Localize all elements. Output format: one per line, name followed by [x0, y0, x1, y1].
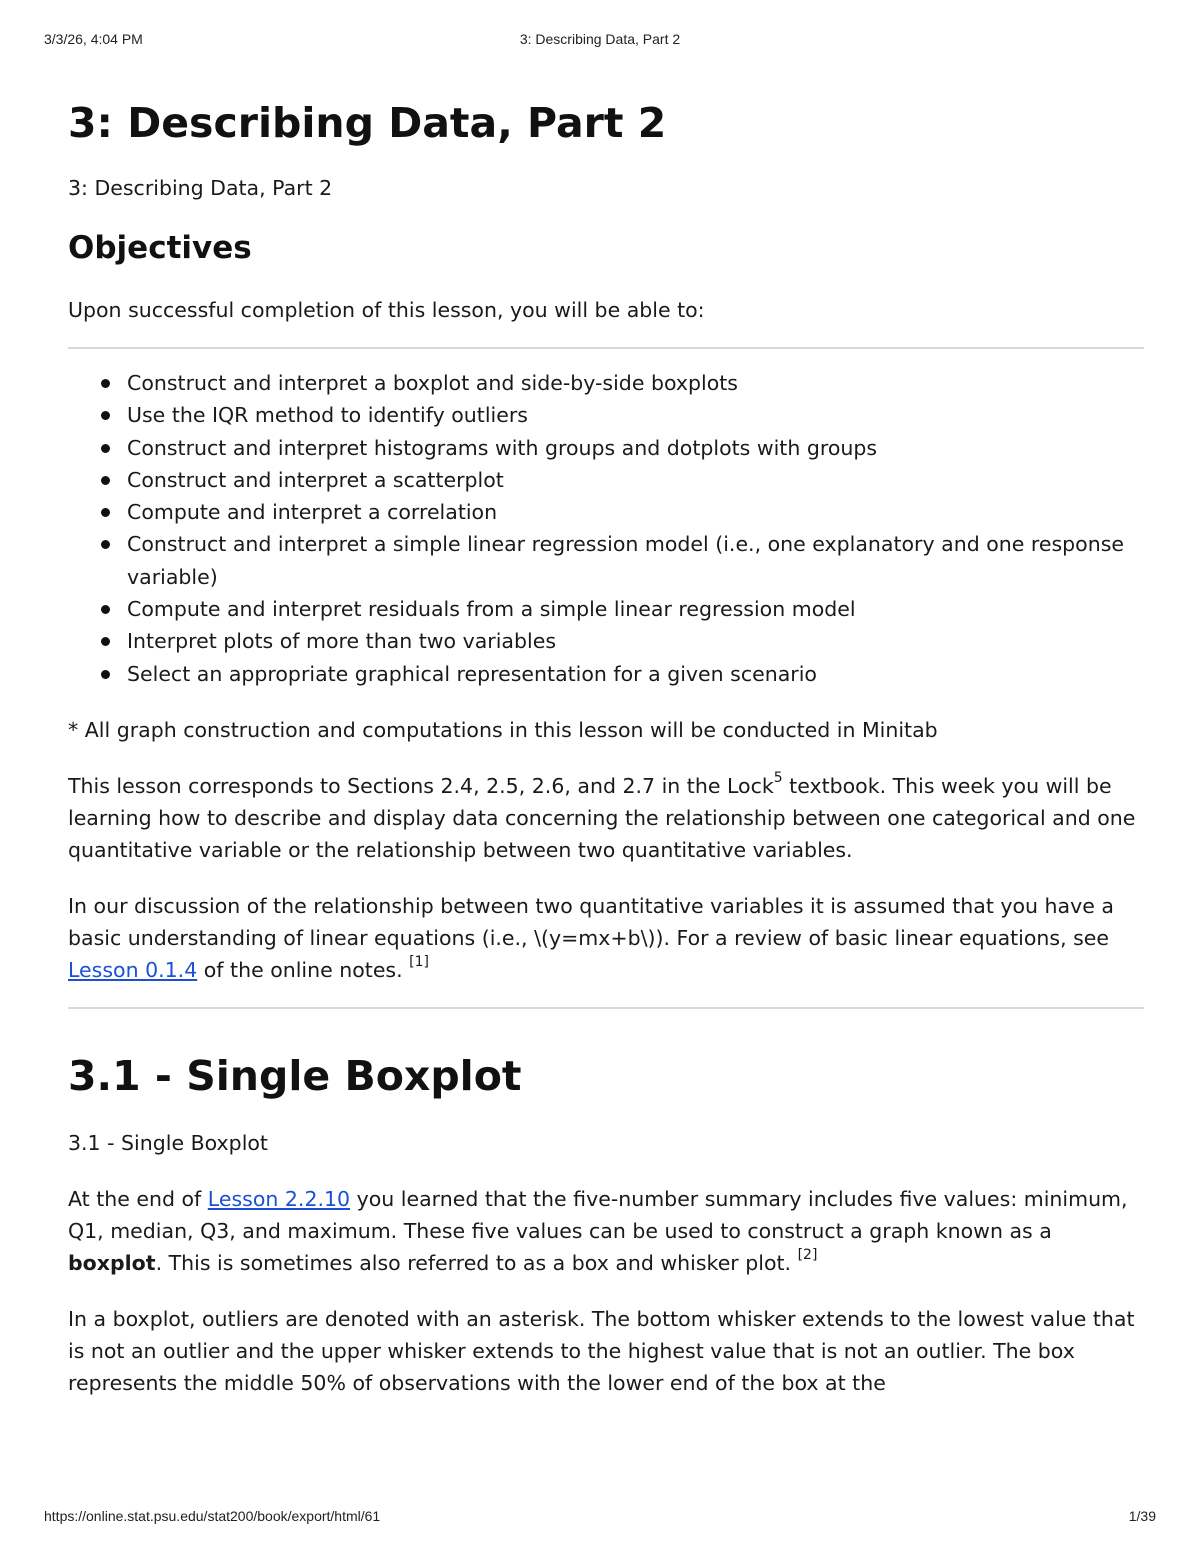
objectives-heading: Objectives: [68, 230, 252, 266]
bullet-icon: [101, 605, 110, 614]
divider: [68, 1007, 1144, 1009]
footnote-ref: [2]: [797, 1247, 818, 1264]
lesson-0-1-4-link[interactable]: Lesson 0.1.4: [68, 957, 198, 982]
print-header: [44, 31, 1156, 49]
section-subtitle: 3.1 - Single Boxplot: [68, 1130, 268, 1155]
list-item: [68, 399, 1144, 431]
list-item-text: Construct and interpret a scatterplot: [127, 467, 504, 492]
print-datetime: 3/3/26, 4:04 PM: [44, 31, 143, 47]
list-item: [68, 593, 1144, 625]
list-item: [68, 464, 1144, 496]
bullet-icon: [101, 379, 110, 388]
paragraph-text: you learned that the five-number summary includes five values: minimum, Q1, median, Q3, and maximum. These five values can be used to construct a graph known as a: [68, 1186, 1128, 1243]
paragraph-text: In our discussion of the relationship between two quantitative variables it is assumed that you have a basic understanding of linear equations (i.e., \(y=mx+b\)). For a review of basic linear equations, see: [68, 893, 1114, 950]
bullet-icon: [101, 540, 110, 549]
paragraph-text: At the end of: [68, 1186, 208, 1211]
bullet-icon: [101, 411, 110, 420]
list-item-text: Interpret plots of more than two variables: [127, 629, 556, 654]
print-footer: [44, 1508, 1156, 1526]
list-item-text: Compute and interpret residuals from a simple linear regression model: [127, 597, 856, 622]
linear-equations-paragraph: [68, 890, 1144, 986]
list-item-text: Select an appropriate graphical representation for a given scenario: [127, 661, 817, 686]
paragraph-text: . This is sometimes also referred to as a box and whisker plot.: [155, 1250, 798, 1275]
outliers-paragraph: In a boxplot, outliers are denoted with an asterisk. The bottom whisker extends to the lowest value that is not an outlier and the upper whisker extends to the highest value that is not an outlier. The box represents the middle 50% of observations with the lower end of the box at the: [68, 1306, 1135, 1395]
bullet-icon: [101, 444, 110, 453]
print-page-number: 1/39: [1128, 1508, 1156, 1524]
list-item: [68, 625, 1144, 657]
page-subtitle: 3: Describing Data, Part 2: [68, 176, 333, 200]
paragraph-text: textbook. This week you will be learning how to describe and display data concerning the relationship between one categorical and one quantitative variable or the relationship between two quantitative variables.: [68, 773, 1136, 862]
objectives-intro: Upon successful completion of this lesson, you will be able to:: [68, 298, 705, 322]
bullet-icon: [101, 670, 110, 679]
bullet-icon: [101, 508, 110, 517]
minitab-note: * All graph construction and computations in this lesson will be conducted in Minitab: [68, 717, 938, 742]
bullet-icon: [101, 637, 110, 646]
footnote-ref: [1]: [409, 954, 429, 971]
bullet-icon: [101, 476, 110, 485]
textbook-paragraph: [68, 770, 1144, 866]
paragraph-text: This lesson corresponds to Sections 2.4, 2.5, 2.6, and 2.7 in the Lock: [68, 773, 774, 798]
page-content: [68, 92, 1144, 1399]
print-doc-title: 3: Describing Data, Part 2: [519, 31, 681, 47]
list-item-text: Construct and interpret a simple linear regression model (i.e., one explanatory and one response variable): [127, 532, 1124, 589]
list-item: [68, 367, 1144, 399]
list-item: [68, 658, 1144, 690]
print-url: https://online.stat.psu.edu/stat200/book/export/html/61: [44, 1508, 381, 1524]
boxplot-paragraph: [68, 1183, 1144, 1279]
bold-term: boxplot: [68, 1250, 156, 1275]
page-title: 3: Describing Data, Part 2: [68, 99, 667, 147]
list-item-text: Construct and interpret a boxplot and side-by-side boxplots: [127, 371, 738, 395]
list-item-text: Construct and interpret histograms with groups and dotplots with groups: [127, 435, 878, 460]
list-item: [68, 528, 1144, 593]
lesson-2-2-10-link[interactable]: Lesson 2.2.10: [207, 1186, 351, 1211]
section-title: 3.1 - Single Boxplot: [68, 1051, 522, 1100]
paragraph-text: of the online notes.: [197, 957, 410, 982]
list-item: [68, 432, 1144, 464]
superscript: 5: [773, 770, 783, 787]
objectives-list: [68, 367, 1144, 690]
list-item: [68, 496, 1144, 528]
divider: [68, 347, 1144, 349]
list-item-text: Use the IQR method to identify outliers: [127, 403, 528, 428]
list-item-text: Compute and interpret a correlation: [127, 500, 498, 525]
